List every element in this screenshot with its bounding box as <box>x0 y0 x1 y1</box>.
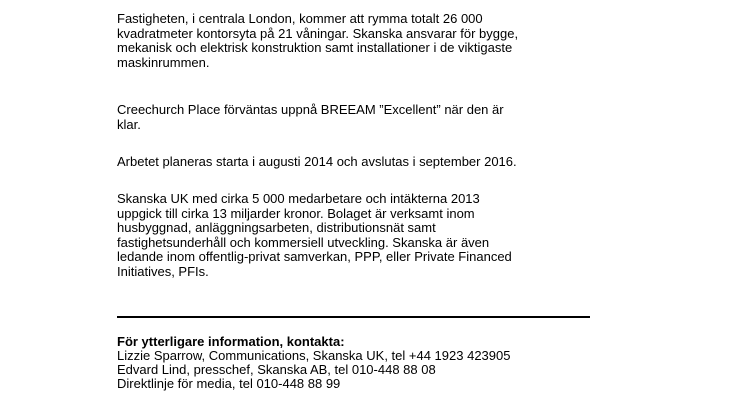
contact-line-lizzie-sparrow: Lizzie Sparrow, Communications, Skanska UK, tel +44 1923 423905 <box>117 348 511 363</box>
section-divider <box>117 316 590 318</box>
contact-block <box>117 335 597 391</box>
paragraph-breeam-rating: Creechurch Place förväntas uppnå BREEAM ”Excellent” när den är klar. <box>117 102 504 132</box>
paragraph-property-description: Fastigheten, i centrala London, kommer att rymma totalt 26 000 kvadratmeter kontorsyta på 21 våningar. Skanska ansvarar för bygge, mekanisk och elektrisk konstruktion samt installationer i de viktigaste maskinrummen. <box>117 11 519 70</box>
contact-heading: För ytterligare information, kontakta: <box>117 334 345 349</box>
paragraph-skanska-uk-profile: Skanska UK med cirka 5 000 medarbetare och intäkterna 2013 uppgick till cirka 13 miljarder kronor. Bolaget är verksamt inom husbyggnad, anläggningsarbeten, distributionsnät samt fastighetsunderhåll och kommersiell utveckling. Skanska är även ledande inom offentlig-privat samverkan, PPP, eller Private Financed Initiatives, PFIs. <box>117 191 512 279</box>
contact-line-edvard-lind: Edvard Lind, presschef, Skanska AB, tel 010-448 88 08 <box>117 362 436 377</box>
contact-line-media-direct: Direktlinje för media, tel 010-448 88 99 <box>117 376 341 391</box>
paragraph-schedule: Arbetet planeras starta i augusti 2014 och avslutas i september 2016. <box>117 154 517 169</box>
